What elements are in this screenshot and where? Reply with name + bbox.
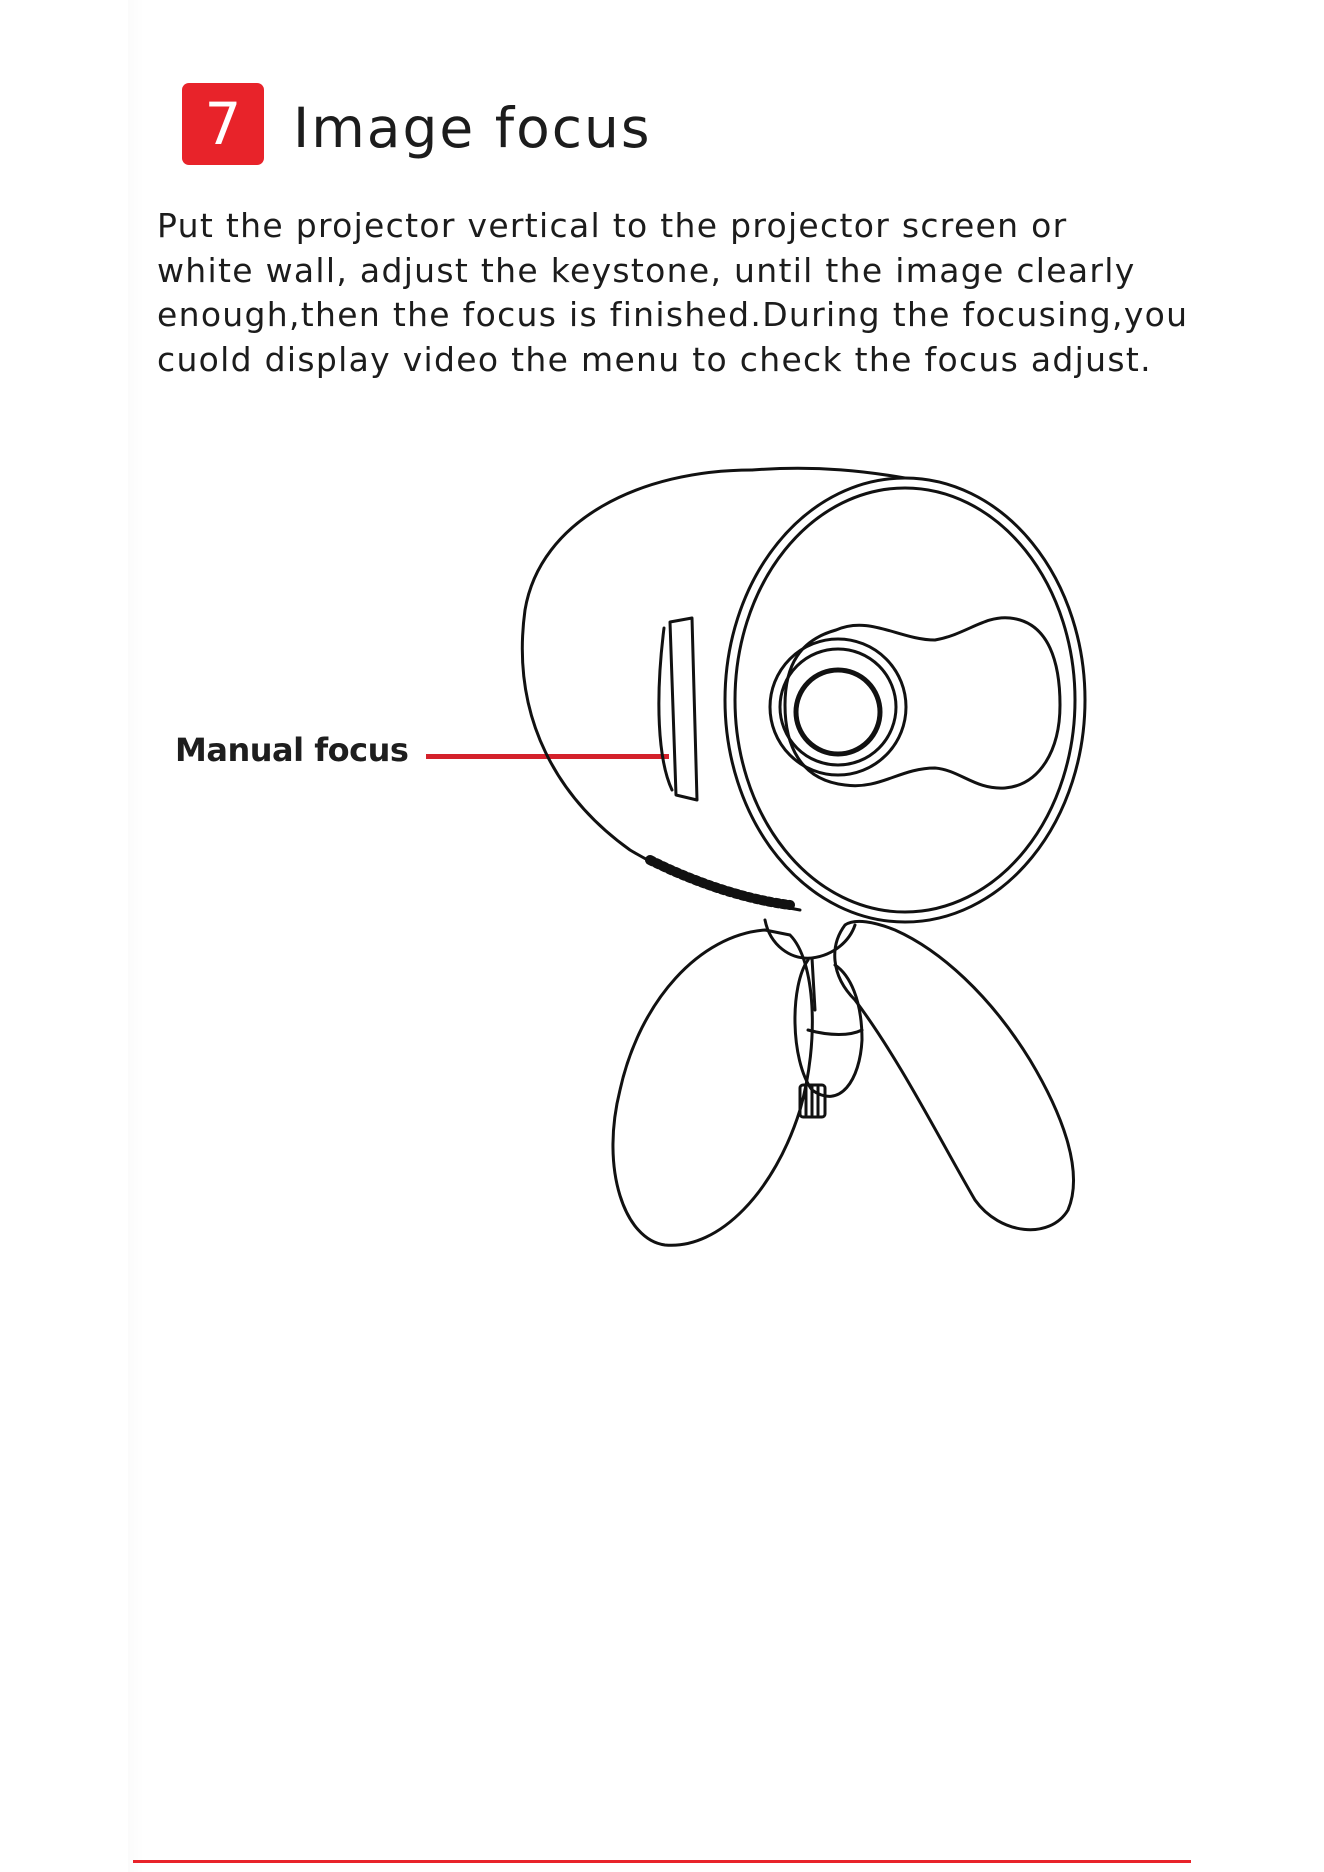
footer-rule [133, 1860, 1191, 1863]
tripod-joint [795, 960, 862, 1096]
projector-body-outline [522, 470, 800, 910]
tripod-leg-left [613, 930, 812, 1245]
instructions-line: cuold display video the menu to check the focus adjust. [157, 339, 1152, 379]
instructions-line: white wall, adjust the keystone, until the image clearly [157, 250, 1136, 290]
section-title: Image focus [293, 96, 652, 160]
lens [796, 670, 880, 754]
tripod-leg-right [835, 921, 1074, 1229]
instructions-line: Put the projector vertical to the projector screen or [157, 206, 1068, 245]
mini-projector-drawing-icon [500, 440, 1120, 1260]
step-number-badge: 7 [182, 83, 264, 165]
instructions-line: enough,then the focus is finished.During the focusing,you [157, 295, 1189, 334]
focus-wheel [670, 618, 697, 800]
page-margin-shadow [128, 0, 144, 1872]
instructions-paragraph [157, 204, 1187, 382]
manual-focus-label: Manual focus [175, 731, 409, 769]
